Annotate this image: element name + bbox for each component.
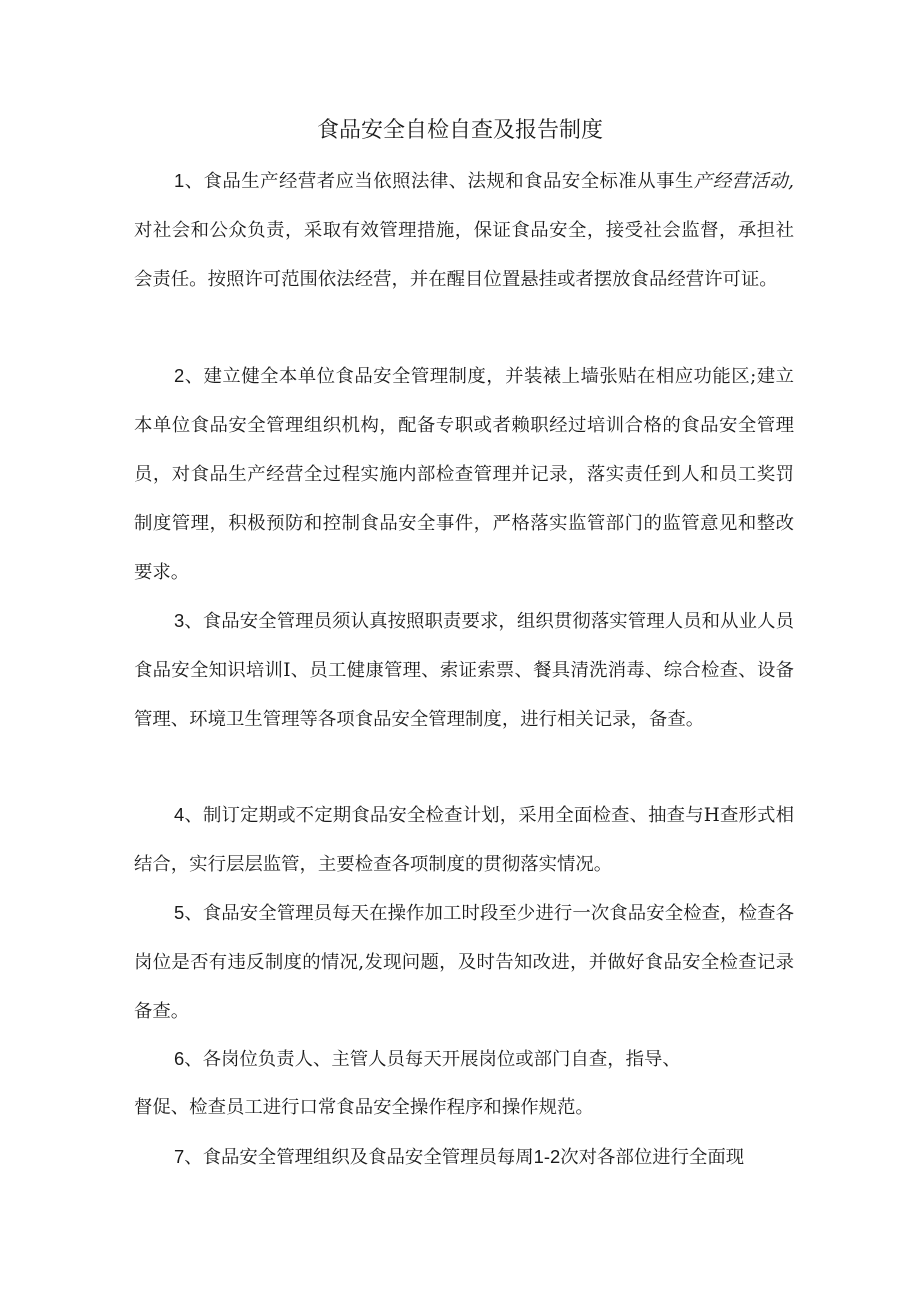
document-title: 食品安全自检自查及报告制度: [316, 118, 603, 143]
paragraph-4: [134, 790, 794, 889]
paragraph-number: 4: [174, 804, 185, 825]
paragraph-italic-text: 产经营活动,: [693, 171, 794, 192]
paragraph-text: 、制订定期或不定期食品安全检查计划，采用全面检查、抽查与H查形式相结合，实行层层监管，主要检查各项制度的贯彻落实情况。: [134, 805, 794, 875]
paragraph-3: [134, 596, 794, 744]
paragraph-text: 、食品安全管理组织及食品安全管理员每周: [184, 1147, 534, 1168]
paragraph-number: 1: [174, 170, 185, 191]
paragraph-number: 6: [174, 1048, 185, 1069]
paragraph-number: 2: [174, 365, 185, 386]
paragraph-text: 、食品安全管理员每天在操作加工时段至少进行一次食品安全检查，检查各岗位是否有违反制度的情况,发现问题，及时告知改进，并做好食品安全检查记录备查。: [134, 903, 794, 1022]
paragraph-text: 督促、检查员工进行口常食品安全操作程序和操作规范。: [134, 1097, 594, 1118]
paragraph-number: 3: [174, 610, 185, 631]
paragraph-number: 5: [174, 902, 185, 923]
frequency-value: 1-2: [533, 1146, 561, 1167]
paragraph-text: 、食品安全管理员须认真按照职责要求，组织贯彻落实管理人员和从业人员食品安全知识培训I、员工健康管理、索证索票、餐具清洗消毒、综合检查、设备管理、环境卫生管理等各项食品安全管理制度，进行相关记录，备查。: [134, 611, 794, 730]
paragraph-text: 、各岗位负责人、主管人员每天开展岗位或部门自查，指导、: [184, 1049, 681, 1070]
paragraph-text: 对社会和公众负责，采取有效管理措施，保证食品安全，接受社会监督，承担社会责任。按照许可范围依法经营，并在醒目位置悬挂或者摆放食品经营许可证。: [134, 220, 794, 290]
paragraph-5: [134, 888, 794, 1036]
paragraph-text: 、食品生产经营者应当依照法律、法规和食品安全标准从事生: [184, 171, 694, 192]
paragraph-2: [134, 351, 794, 597]
paragraph-1: [134, 156, 794, 304]
paragraph-7: [134, 1132, 794, 1182]
paragraph-number: 7: [174, 1146, 185, 1167]
paragraph-text: 次对各部位进行全面现: [560, 1147, 745, 1168]
paragraph-6: [134, 1034, 794, 1084]
paragraph-6-continuation: [134, 1083, 794, 1132]
paragraph-text: 、建立健全本单位食品安全管理制度，并装裱上墙张贴在相应功能区;建立本单位食品安全管理组织机构，配备专职或者赖职经过培训合格的食品安全管理员，对食品生产经营全过程实施内部检查管理并记录，落实责任到人和员工奖罚制度管理，积极预防和控制食品安全事件，严格落实监管部门的监管意见和整改要求。: [134, 366, 794, 583]
